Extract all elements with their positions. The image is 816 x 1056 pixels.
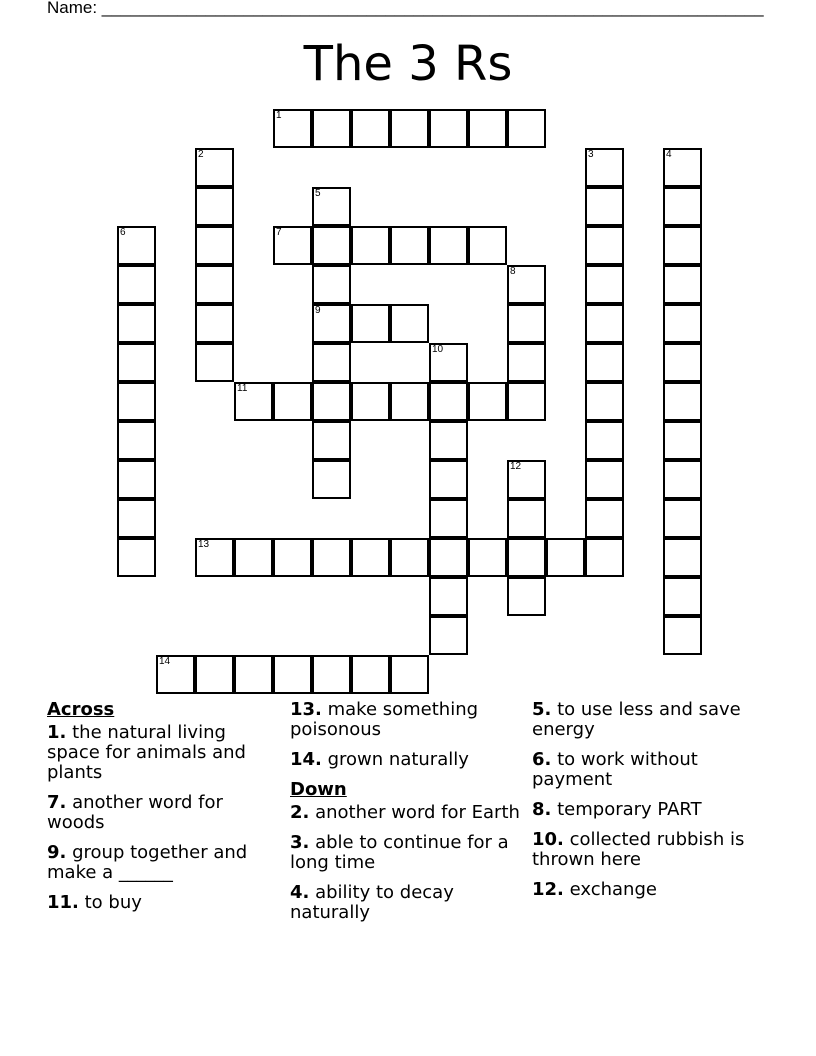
grid-cell[interactable] [351,109,390,148]
grid-cell[interactable] [312,343,351,382]
clue-number-label: 1 [276,110,282,121]
clue-down-4 [290,883,525,923]
clue-text: to work without payment [532,749,698,790]
grid-cell[interactable] [117,265,156,304]
grid-cell[interactable] [507,460,546,499]
clue-number-label: 14 [159,656,171,667]
grid-cell[interactable] [234,382,273,421]
clue-across-7 [47,793,282,833]
clue-across-1 [47,723,282,783]
grid-cell[interactable] [195,655,234,694]
grid-cell[interactable] [195,187,234,226]
grid-cell[interactable] [663,148,702,187]
grid-cell[interactable] [663,226,702,265]
grid-cell[interactable] [156,655,195,694]
grid-cell[interactable] [312,382,351,421]
clue-across-14 [290,750,525,770]
grid-cell[interactable] [585,226,624,265]
clue-number: 7. [47,792,67,813]
name-field-label: Name: ______________________________________________________________________ [47,0,764,17]
clue-column-1 [47,700,282,923]
grid-cell[interactable] [273,655,312,694]
grid-cell[interactable] [195,265,234,304]
grid-cell[interactable] [312,109,351,148]
clue-number: 5. [532,699,552,720]
clue-text: collected rubbish is thrown here [532,829,745,870]
clue-column-3 [532,700,767,910]
clue-number: 10. [532,829,564,850]
grid-cell[interactable] [117,304,156,343]
grid-cell[interactable] [312,460,351,499]
grid-cell[interactable] [663,499,702,538]
grid-cell[interactable] [507,304,546,343]
clue-number: 4. [290,882,310,903]
clue-column-2 [290,700,525,933]
clue-text: to use less and save energy [532,699,741,740]
grid-cell[interactable] [312,655,351,694]
clue-text: able to continue for a long time [290,832,509,873]
clue-number: 3. [290,832,310,853]
grid-cell[interactable] [390,538,429,577]
clue-text: to buy [78,892,142,913]
grid-cell[interactable] [585,499,624,538]
clue-number: 14. [290,749,322,770]
grid-cell[interactable] [663,304,702,343]
grid-cell[interactable] [312,304,351,343]
clue-number-label: 7 [276,227,282,238]
clue-down-5 [532,700,767,740]
grid-cell[interactable] [585,382,624,421]
grid-cell[interactable] [429,343,468,382]
grid-cell[interactable] [117,538,156,577]
clue-number-label: 12 [510,461,522,472]
grid-cell[interactable] [468,382,507,421]
grid-cell[interactable] [429,577,468,616]
grid-cell[interactable] [585,538,624,577]
clue-text: another word for Earth [309,802,520,823]
clue-down-6 [532,750,767,790]
grid-cell[interactable] [585,343,624,382]
grid-cell[interactable] [429,109,468,148]
grid-cell[interactable] [390,655,429,694]
grid-cell[interactable] [195,343,234,382]
clue-number-label: 3 [588,149,594,160]
grid-cell[interactable] [429,616,468,655]
grid-cell[interactable] [546,538,585,577]
grid-cell[interactable] [507,538,546,577]
clue-number: 6. [532,749,552,770]
grid-cell[interactable] [585,421,624,460]
clue-number-label: 8 [510,266,516,277]
grid-cell[interactable] [507,109,546,148]
grid-cell[interactable] [117,460,156,499]
clue-number-label: 10 [432,344,444,355]
grid-cell[interactable] [351,382,390,421]
down-heading: Down [290,779,347,800]
grid-cell[interactable] [663,616,702,655]
grid-cell[interactable] [195,148,234,187]
clue-number: 9. [47,842,67,863]
grid-cell[interactable] [312,187,351,226]
page-title: The 3 Rs [303,36,513,92]
clue-number: 12. [532,879,564,900]
grid-cell[interactable] [312,421,351,460]
grid-cell[interactable] [351,304,390,343]
clue-number: 13. [290,699,322,720]
grid-cell[interactable] [351,655,390,694]
clue-down-12 [532,880,767,900]
grid-cell[interactable] [663,343,702,382]
clue-text: another word for woods [47,792,223,833]
clue-number: 1. [47,722,67,743]
grid-cell[interactable] [195,304,234,343]
grid-cell[interactable] [312,538,351,577]
grid-cell[interactable] [507,577,546,616]
clue-across-9 [47,843,282,883]
grid-cell[interactable] [468,226,507,265]
grid-cell[interactable] [429,226,468,265]
clue-number-label: 9 [315,305,321,316]
grid-cell[interactable] [273,538,312,577]
grid-cell[interactable] [117,499,156,538]
grid-cell[interactable] [585,265,624,304]
grid-cell[interactable] [273,109,312,148]
grid-cell[interactable] [273,382,312,421]
grid-cell[interactable] [507,382,546,421]
grid-cell[interactable] [585,187,624,226]
grid-cell[interactable] [663,265,702,304]
grid-cell[interactable] [390,226,429,265]
grid-cell[interactable] [429,382,468,421]
grid-cell[interactable] [663,421,702,460]
clue-number: 11. [47,892,79,913]
clue-number: 2. [290,802,310,823]
grid-cell[interactable] [468,109,507,148]
clue-text: temporary PART [551,799,702,820]
grid-cell[interactable] [273,226,312,265]
grid-cell[interactable] [663,538,702,577]
grid-cell[interactable] [468,538,507,577]
grid-cell[interactable] [312,226,351,265]
grid-cell[interactable] [585,460,624,499]
grid-cell[interactable] [234,655,273,694]
grid-cell[interactable] [351,538,390,577]
grid-cell[interactable] [234,538,273,577]
across-heading: Across [47,699,115,720]
grid-cell[interactable] [507,265,546,304]
grid-cell[interactable] [585,148,624,187]
clue-number-label: 13 [198,539,210,550]
grid-cell[interactable] [507,499,546,538]
grid-cell[interactable] [312,265,351,304]
clue-text: the natural living space for animals and plants [47,722,246,783]
grid-cell[interactable] [585,304,624,343]
grid-cell[interactable] [390,109,429,148]
clue-number-label: 2 [198,149,204,160]
clue-text: ability to decay naturally [290,882,454,923]
clue-text: grown naturally [321,749,469,770]
grid-cell[interactable] [117,343,156,382]
grid-cell[interactable] [429,460,468,499]
grid-cell[interactable] [663,460,702,499]
clue-down-3 [290,833,525,873]
clue-down-8 [532,800,767,820]
clue-across-11 [47,893,282,913]
grid-cell[interactable] [195,538,234,577]
clue-text: group together and make a ______ [47,842,248,883]
grid-cell[interactable] [507,343,546,382]
clue-text: exchange [563,879,657,900]
grid-cell[interactable] [195,226,234,265]
clue-text: make something poisonous [290,699,479,740]
clue-across-13 [290,700,525,740]
grid-cell[interactable] [117,382,156,421]
grid-cell[interactable] [351,226,390,265]
grid-cell[interactable] [429,421,468,460]
grid-cell[interactable] [663,382,702,421]
grid-cell[interactable] [663,577,702,616]
grid-cell[interactable] [390,304,429,343]
clue-number: 8. [532,799,552,820]
grid-cell[interactable] [390,382,429,421]
clue-number-label: 4 [666,149,672,160]
grid-cell[interactable] [429,499,468,538]
grid-cell[interactable] [429,538,468,577]
clue-down-10 [532,830,767,870]
grid-cell[interactable] [117,226,156,265]
clue-number-label: 5 [315,188,321,199]
clue-down-2 [290,803,525,823]
grid-cell[interactable] [663,187,702,226]
clue-number-label: 6 [120,227,126,238]
grid-cell[interactable] [117,421,156,460]
clue-number-label: 11 [237,383,248,394]
